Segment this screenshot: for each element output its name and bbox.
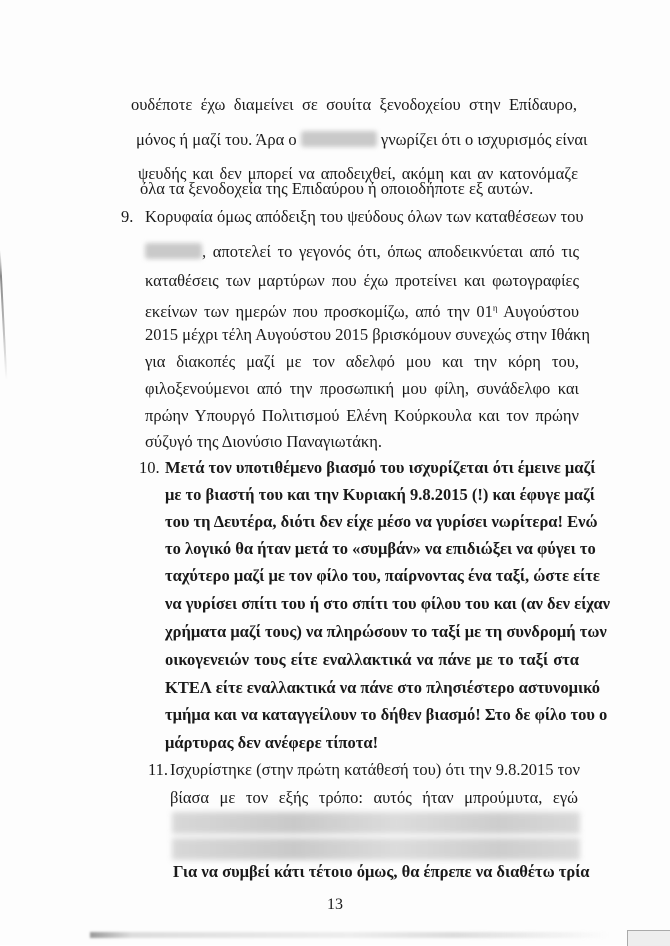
text-line: φιλοξενούμενοι από την προσωπική μου φίλη, συνάδελφο και [145,379,579,398]
scan-corner-artifact [627,930,670,946]
text-line: τμήμα και να καταγγείλουν το δήθεν βιασμό! Στο δε φίλο του ο [165,705,608,724]
text-line: να γυρίσει σπίτι του ή στο σπίτι του φίλου του και (αν δεν είχαν [165,594,611,613]
text-line [136,130,588,150]
redacted-text-line [172,812,580,834]
text-segment: εκείνων των ημερών που προσκομίζω, από την 01 [145,302,493,321]
text-line: σύζυγό της Διονύσιο Παναγιωτάκη. [145,432,382,451]
text-line: του τη Δευτέρα, διότι δεν είχε μέσο να γυρίσει νωρίτερα! Ενώ [165,512,598,531]
text-line: ταχύτερο μαζί με τον φίλο του, παίρνοντας ένα ταξί, ώστε είτε [165,566,600,585]
text-line: Για να συμβεί κάτι τέτοιο όμως, θα έπρεπε να διαθέτω τρία [173,862,590,881]
text-segment: , αποτελεί το γεγονός ότι, όπως αποδεικνύεται από τις [202,242,579,261]
text-line: καταθέσεις των μαρτύρων που έχω προτείνει και φωτογραφίες [145,271,579,290]
redacted-name [145,243,202,259]
text-line: μάρτυρας δεν ανέφερε τίποτα! [165,733,379,752]
text-line: για διακοπές μαζί με τον αδελφό μου και την κόρη του, [145,352,579,371]
text-line: Κορυφαία όμως απόδειξη του ψεύδους όλων των καταθέσεων του [145,207,584,226]
superscript: η [492,303,498,313]
paragraph-number: 9. [121,207,134,226]
redacted-text-line [172,838,580,860]
page-number: 13 [327,896,343,913]
text-segment: μόνος ή μαζί του. Άρα ο [136,130,297,149]
redacted-name [301,131,377,147]
text-line: ΚΤΕΛ είτε εναλλακτικά να πάνε στο πλησιέστερο αστυνομικό [165,678,601,697]
text-line: όλα τα ξενοδοχεία της Επιδαύρου ή οποιοδήποτε εξ αυτών. [140,179,534,198]
text-line: ουδέποτε έχω διαμείνει σε σουίτα ξενοδοχείου στην Επίδαυρο, [131,95,577,114]
text-line: ψευδής και δεν μπορεί να αποδειχθεί, ακόμη και αν κατονόμαζε [138,164,578,183]
text-line [145,298,579,322]
text-line: Μετά τον υποτιθέμενο βιασμό του ισχυρίζεται ότι έμεινε μαζί [165,458,596,477]
text-line: το λογικό θα ήταν μετά το «συμβάν» να επιδιώξει να φύγει το [165,539,596,558]
text-line: οικογενειών τους είτε εναλλακτικά να πάνε με το ταξί στα [165,650,579,669]
text-segment: Αυγούστου [497,302,579,321]
scan-edge-shadow [90,932,610,938]
paragraph-number: 10. [139,458,160,477]
text-segment: γνωρίζει ότι ο ισχυρισμός είναι [380,130,588,149]
text-line: πρώην Υπουργό Πολιτισμού Ελένη Κούρκουλα και τον πρώην [145,406,579,425]
paragraph-number: 11. [148,760,169,779]
text-line: με το βιαστή του και την Κυριακή 9.8.2015 (!) και έφυγε μαζί [165,485,595,504]
scan-edge-shadow [0,250,7,380]
text-line: χρήματα μαζί τους) να πληρώσουν το ταξί με τη συνδρομή των [165,622,607,641]
text-line: Ισχυρίστηκε (στην πρώτη κατάθεσή του) ότι την 9.8.2015 τον [170,760,580,779]
text-line [145,242,579,262]
text-line: 2015 μέχρι τέλη Αυγούστου 2015 βρισκόμουν συνεχώς στην Ιθάκη [145,325,590,344]
text-line: βίασα με τον εξής τρόπο: αυτός ήταν μπρούμυτα, εγώ [170,788,578,807]
